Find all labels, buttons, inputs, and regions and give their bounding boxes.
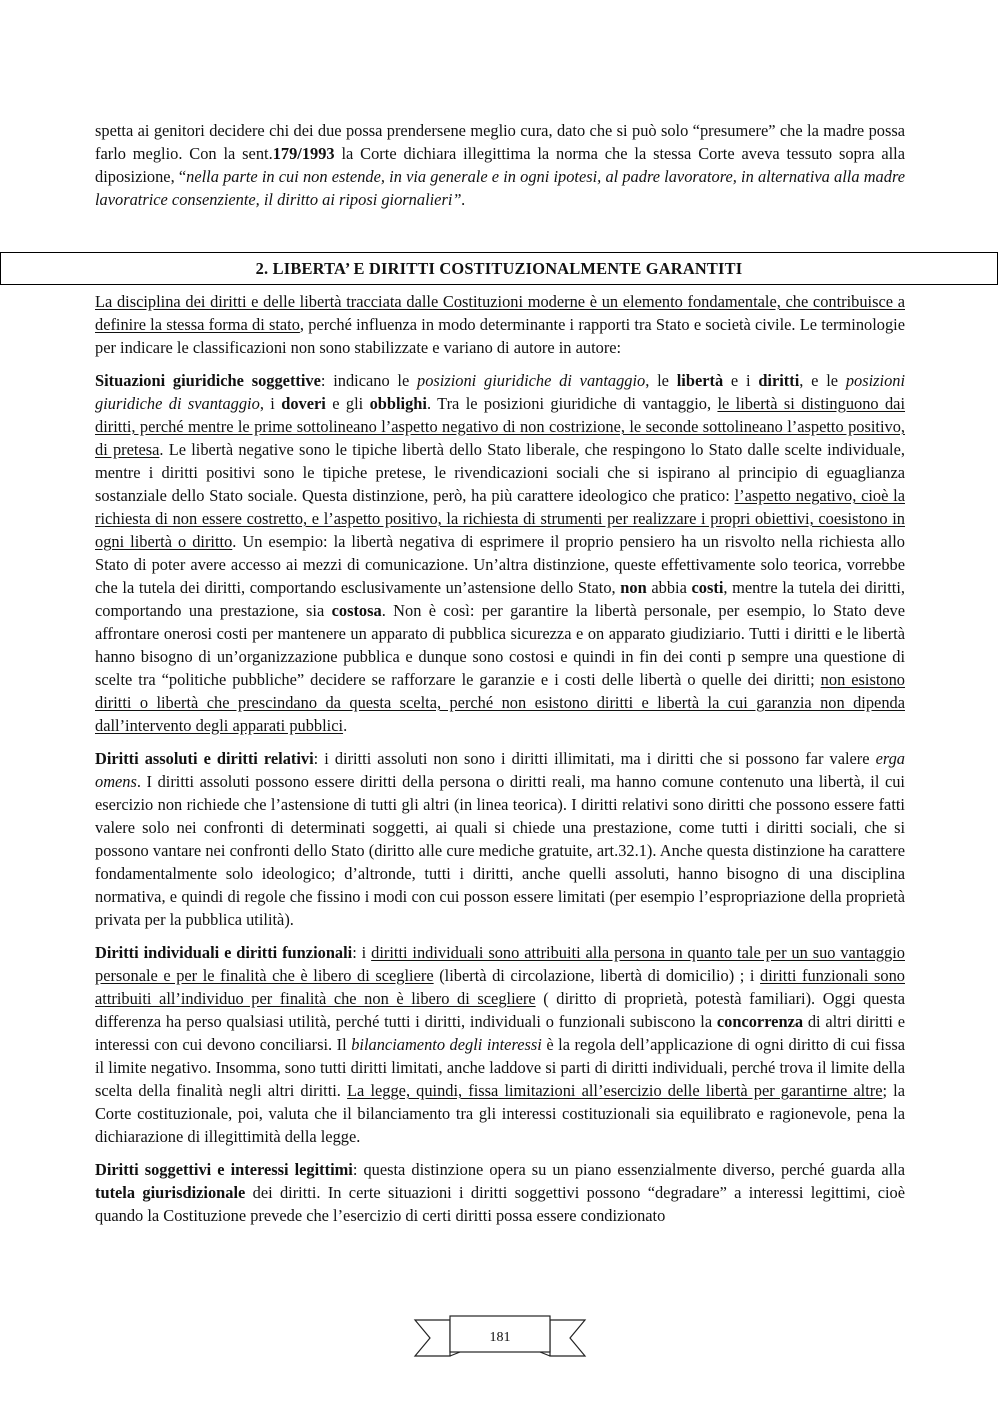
text-run: abbia <box>646 578 692 597</box>
term-heading: Diritti soggettivi e interessi legittimi <box>95 1160 353 1179</box>
underlined-run: La disciplina dei diritti e delle libertà tracciata dalle Costituzioni moderne è un elemento fondamentale, che contribuisce a definire la stessa forma di stato <box>95 292 905 334</box>
italic-run: posizioni giuridiche di vantaggio <box>417 371 646 390</box>
text-run: la Corte dichiara illegittima la norma che la stessa Corte aveva tessuto sopra alla diposizione, “ <box>95 144 905 186</box>
text-run: . <box>343 716 348 735</box>
bold-run: libertà <box>676 371 724 390</box>
text-run: , perché influenza in modo determinante i rapporti tra Stato e società civile. Le terminologie per indicare le classificazioni non sono stabilizzate e variano di autore in autore: <box>95 315 905 357</box>
text-run: , mentre la tutela dei diritti, comportando una prestazione, sia <box>95 578 905 620</box>
underlined-run: l’aspetto negativo, cioè la richiesta di non essere costretto, e l’aspetto positivo, la richiesta di strumenti per realizzare i propri obiettivi, coesistono in ogni libertà o diritto <box>95 486 905 551</box>
bold-run: costosa <box>331 601 382 620</box>
term-heading: Diritti individuali e diritti funzionali <box>95 943 353 962</box>
text-run: . I diritti assoluti possono essere diritti della persona o diritti reali, ma hanno comune contenuto una libertà, il cui esercizio non richiede che l’astensione di tutti gli altri (in linea teorica). I diritti relativi sono diritti che possono essere fatti valere solo nei confronti di determinati soggetti, ai quali si chiede una prestazione, come tutti i diritti sociali, che si possono vantare nei confronti dello Stato (diritto alle cure mediche gratuite, art.32.1). Anche questa distinzione ha carattere fondamentalmente solo ideologico; d’altronde, tutti i diritti, anche quelli assoluti, hanno bisogno di una disciplina normativa, e quindi di regole che fissino i modi con cui posson essere limitati (per esempio l’espropriazione della proprietà privata per la pubblica utilità). <box>95 772 905 929</box>
text-run: , le <box>645 371 677 390</box>
text-run: , i <box>259 394 282 413</box>
italic-run: nella parte in cui non estende, in via generale e in ogni ipotesi, al padre lavoratore, in alternativa alla madre lavoratrice consenziente, il diritto ai riposi giornalieri”. <box>95 167 905 209</box>
italic-run: posizioni giuridiche di svantaggio <box>95 371 906 413</box>
text-run: (libertà di circolazione, libertà di domicilio) ; i <box>433 966 761 985</box>
italic-run: erga omens <box>95 749 905 791</box>
text-run: . Tra le posizioni giuridiche di vantaggio, <box>426 394 718 413</box>
page-footer <box>410 1308 590 1368</box>
text-run: è la regola dell’applicazione di ogni diritto di cui fissa il limite negativo. Insomma, sono tutti diritti limitati, anche laddove si parti di diritti individuali, perché trova il limite della scelta della finalità negli altri diritti. <box>95 1035 905 1100</box>
text-run: . Le libertà negative sono le tipiche libertà dello Stato liberale, che respingono lo Stato dalle scelte individuale, mentre i diritti positivi sono le tipiche pretese, le rivendicazioni sociali che si ispirano al principio di eguaglianza sostanziale dello Stato sociale. Questa distinzione, però, ha più carattere ideologico che pratico: <box>95 440 905 505</box>
bold-run: diritti <box>758 371 800 390</box>
page-number: 181 <box>489 1330 511 1345</box>
text-run: : i <box>352 943 372 962</box>
bold-run: doveri <box>281 394 326 413</box>
paragraph-diritti-soggettivi <box>95 1158 905 1227</box>
bold-run: costi <box>691 578 724 597</box>
intro-paragraph-block <box>95 119 905 211</box>
paragraph-situazioni-giuridiche <box>95 369 905 737</box>
bold-run: concorrenza <box>716 1012 804 1031</box>
paragraph-disciplina <box>95 290 905 359</box>
underlined-run: diritti individuali sono attribuiti alla persona in quanto tale per un suo vantaggio personale e per le finalità che è libero di scegliere <box>95 943 905 985</box>
text-run: , e le <box>799 371 846 390</box>
text-run: e i <box>723 371 759 390</box>
underlined-run: La legge, quindi, fissa limitazioni all’esercizio delle libertà per garantirne altre <box>347 1081 883 1100</box>
text-run: spetta ai genitori decidere chi dei due possa prendersene meglio cura, dato che si può solo “presumere” che la madre possa farlo meglio. Con la sent. <box>95 121 905 163</box>
bold-run: non <box>620 578 647 597</box>
text-run: e gli <box>325 394 370 413</box>
italic-run: bilanciamento degli interessi <box>351 1035 542 1054</box>
text-run: : indicano le <box>320 371 418 390</box>
paragraph-diritti-individuali <box>95 941 905 1148</box>
underlined-run: diritti funzionali sono attribuiti all’individuo per finalità che non è libero di scegliere <box>95 966 905 1008</box>
paragraph-diritti-assoluti <box>95 747 905 931</box>
text-run: . Non è così: per garantire la libertà personale, per esempio, lo Stato deve affrontare onerosi costi per mantenere un apparato di pubblica sicurezza e on apparato giudiziario. Tutti i diritti e le libertà hanno bisogno di un’organizzazione pubblica e dunque sono costosi e quindi in fin dei conti p sempre una questione di scelte tra “politiche pubbliche” decidere se rafforzare le garanzie e i costi delle libertà o quelle dei diritti; <box>95 601 905 689</box>
bold-run: tutela giurisdizionale <box>95 1183 246 1202</box>
bold-run: obblighi <box>369 394 427 413</box>
text-run: dei diritti. In certe situazioni i diritti soggettivi possono “degradare” a interessi legittimi, cioè quando la Costituzione prevede che l’esercizio di certi diritti possa essere condizionato <box>95 1183 906 1225</box>
text-run: di altri diritti e interessi con cui devono conciliarsi. Il <box>95 1012 905 1054</box>
section-heading-box <box>0 252 998 285</box>
underlined-run: non esistono diritti o libertà che prescindano da questa scelta, perché non esistono diritti e libertà la cui garanzia non dipenda dall’intervento degli apparati pubblici <box>95 670 905 735</box>
underlined-run: le libertà si distinguono dai diritti, perché mentre le prime sottolineano l’aspetto negativo di non costrizione, le seconde sottolineano l’aspetto positivo, di pretesa <box>95 394 906 459</box>
bold-run: 179/1993 <box>272 144 335 163</box>
text-run: . Un esempio: la libertà negativa di esprimere il proprio pensiero ha un risvolto nella richiesta allo Stato di poter avere accesso ai mezzi di comunicazione. Un’altra distinzione, queste effettivamente solo teorica, vorrebbe che la tutela dei diritti, comportando esclusivamente un’astensione dello Stato, <box>95 532 905 597</box>
term-heading: Diritti assoluti e diritti relativi <box>95 749 314 768</box>
text-run: ( diritto di proprietà, potestà familiari). Oggi questa differenza ha perso qualsiasi utilità, perché tutti i diritti, individuali o funzionali subiscono la <box>95 989 905 1031</box>
text-run: : i diritti assoluti non sono i diritti illimitati, ma i diritti che si possono far valere <box>313 749 876 768</box>
intro-paragraph <box>95 119 905 211</box>
body-text <box>95 290 905 1227</box>
term-heading: Situazioni giuridiche soggettive <box>95 371 321 390</box>
text-run: : questa distinzione opera su un piano essenzialmente diverso, perché guarda alla <box>352 1160 905 1179</box>
text-run: ; la Corte costituzionale, poi, valuta che il bilanciamento tra gli interessi costituzionali sia equilibrato e ragionevole, pena la dichiarazione di illegittimità della legge. <box>95 1081 905 1146</box>
section-title: 2. LIBERTA’ E DIRITTI COSTITUZIONALMENTE GARANTITI <box>255 259 743 278</box>
